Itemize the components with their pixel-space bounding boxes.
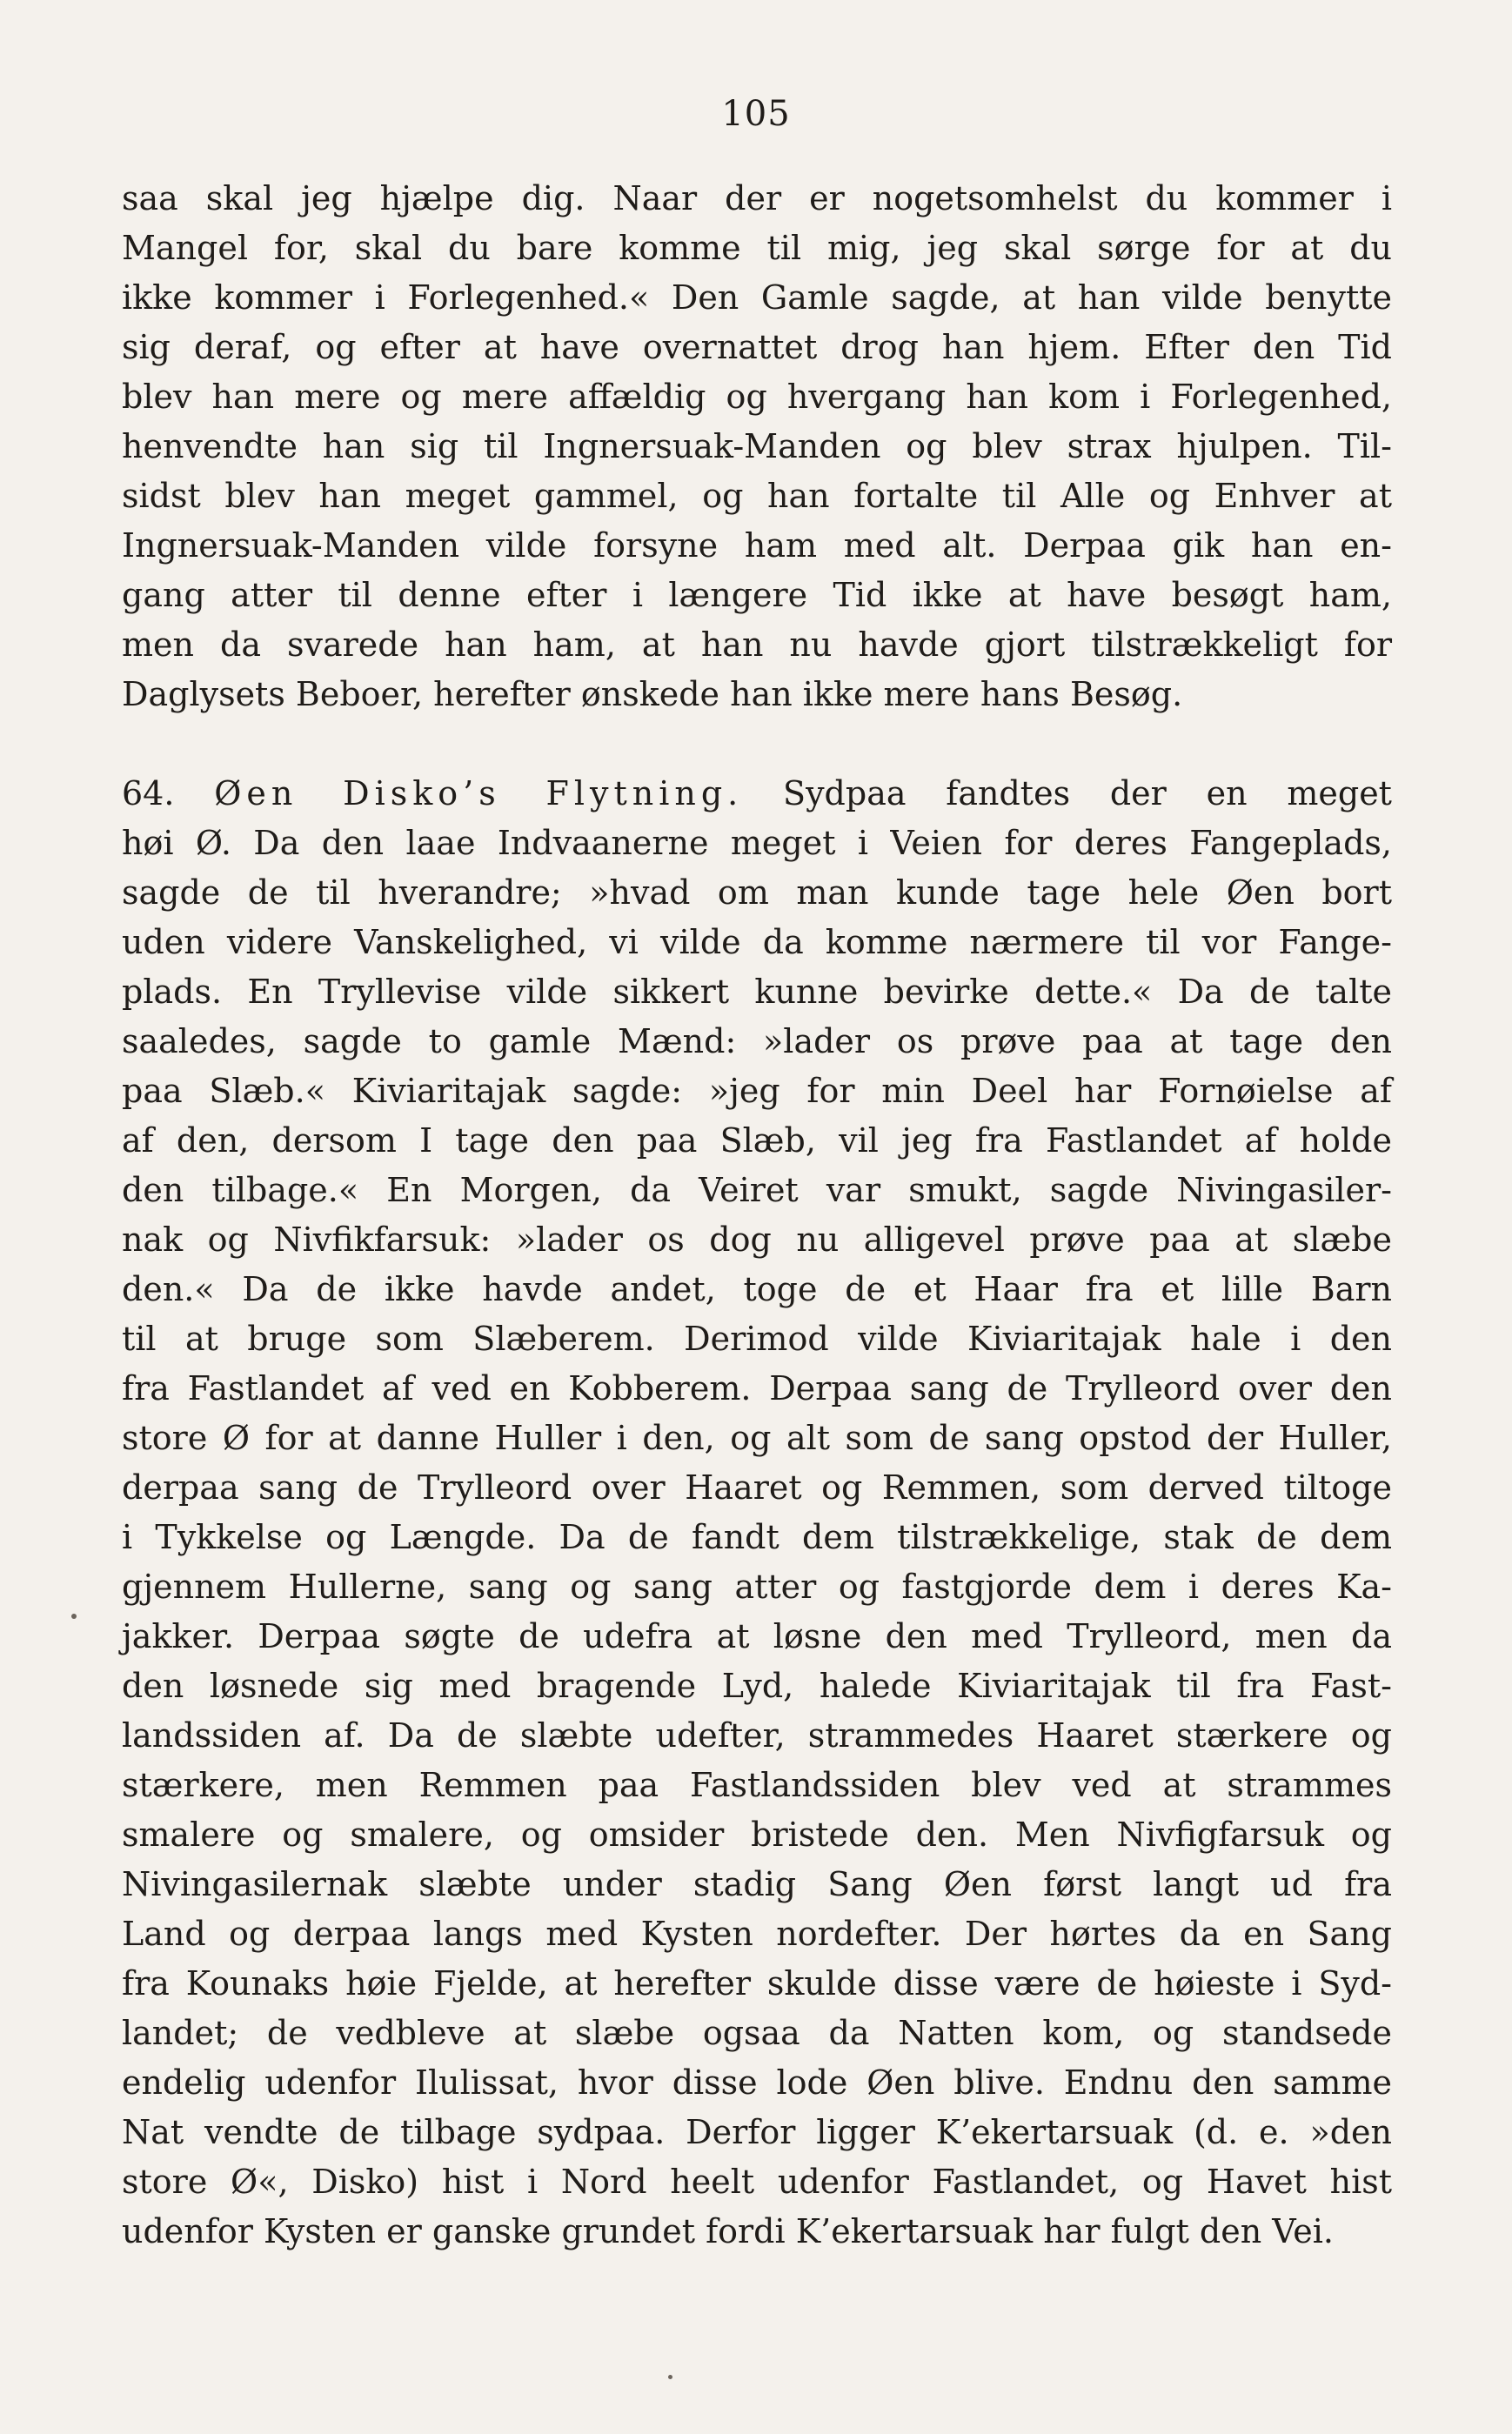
text-line: store Ø«, Disko) hist i Nord heelt udenfor Fastlandet, og Havet hist [122,2163,1392,2201]
text-line: af den, dersom I tage den paa Slæb, vil jeg fra Fastlandet af holde [122,1121,1392,1160]
story-64-paragraph [122,769,1392,2257]
text-line: blev han mere og mere affældig og hvergang han kom i Forlegenhed, [122,378,1392,416]
text-line: jakker. Derpaa søgte de udefra at løsne den med Trylleord, men da [122,1617,1392,1655]
paragraph-continuation [122,174,1392,719]
text-line: paa Slæb.« Kiviaritajak sagde: »jeg for min Deel har Fornøielse af [122,1072,1392,1110]
text-line: sig deraf, og efter at have overnattet drog han hjem. Efter den Tid [122,328,1392,366]
text-line: Land og derpaa langs med Kysten nordefter. Der hørtes da en Sang [122,1915,1392,1953]
text-line: den tilbage.« En Morgen, da Veiret var smukt, sagde Nivingasiler- [122,1171,1392,1209]
print-speck [71,1614,77,1619]
text-line: høi Ø. Da den laae Indvaanerne meget i Veien for deres Fangeplads, [122,824,1392,862]
text-line: gjennem Hullerne, sang og sang atter og fastgjorde dem i deres Ka- [122,1568,1392,1606]
text-line: landet; de vedbleve at slæbe ogsaa da Natten kom, og standsede [122,2014,1392,2052]
text-line: fra Fastlandet af ved en Kobberem. Derpaa sang de Trylleord over den [122,1369,1392,1408]
story-first-line-text: Sydpaa fandtes der en meget [783,774,1392,812]
text-line: store Ø for at danne Huller i den, og alt som de sang opstod der Huller, [122,1419,1392,1457]
text-line: gang atter til denne efter i længere Tid ikke at have besøgt ham, [122,576,1392,614]
text-line: endelig udenfor Ilulissat, hvor disse lode Øen blive. Endnu den samme [122,2063,1392,2102]
text-line: landssiden af. Da de slæbte udefter, strammedes Haaret stærkere og [122,1716,1392,1755]
text-line: stærkere, men Remmen paa Fastlandssiden blev ved at strammes [122,1766,1392,1804]
text-line: sidst blev han meget gammel, og han fortalte til Alle og Enhver at [122,477,1392,515]
print-speck [668,2375,672,2379]
text-line: i Tykkelse og Længde. Da de fandt dem tilstrækkelige, stak de dem [122,1518,1392,1556]
story-number: 64. [122,774,175,812]
text-line: Nivingasilernak slæbte under stadig Sang Øen først langt ud fra [122,1865,1392,1903]
text-line: derpaa sang de Trylleord over Haaret og Remmen, som derved tiltoge [122,1468,1392,1507]
story-body-lines [122,819,1392,2257]
story-heading-line [122,769,1392,819]
text-line: den løsnede sig med bragende Lyd, halede Kiviaritajak til fra Fast- [122,1667,1392,1705]
page-number: 105 [721,94,791,134]
text-line: Daglysets Beboer, herefter ønskede han ikke mere hans Besøg. [122,675,1183,713]
text-line: den.« Da de ikke havde andet, toge de et Haar fra et lille Barn [122,1270,1392,1308]
story-title: Øen Disko’s Flytning. [214,774,744,812]
text-line: saaledes, sagde to gamle Mænd: »lader os prøve paa at tage den [122,1022,1392,1060]
text-line: nak og Nivfikfarsuk: »lader os dog nu alligevel prøve paa at slæbe [122,1220,1392,1259]
text-line: Nat vendte de tilbage sydpaa. Derfor ligger K’ekertarsuak (d. e. »den [122,2113,1392,2151]
text-line: fra Kounaks høie Fjelde, at herefter skulde disse være de høieste i Syd- [122,1964,1392,2003]
text-line: ikke kommer i Forlegenhed.« Den Gamle sagde, at han vilde benytte [122,278,1392,317]
text-line: udenfor Kysten er ganske grundet fordi K’ekertarsuak har fulgt den Vei. [122,2212,1334,2250]
text-line: men da svarede han ham, at han nu havde gjort tilstrækkeligt for [122,625,1392,664]
text-line: plads. En Tryllevise vilde sikkert kunne bevirke dette.« Da de talte [122,973,1392,1011]
text-line: Mangel for, skal du bare komme til mig, jeg skal sørge for at du [122,229,1392,267]
text-line: smalere og smalere, og omsider bristede den. Men Nivfigfarsuk og [122,1815,1392,1854]
text-line: henvendte han sig til Ingnersuak-Manden og blev strax hjulpen. Til- [122,427,1392,465]
text-line: sagde de til hverandre; »hvad om man kunde tage hele Øen bort [122,873,1392,912]
text-line: til at bruge som Slæberem. Derimod vilde Kiviaritajak hale i den [122,1320,1392,1358]
text-line: saa skal jeg hjælpe dig. Naar der er nogetsomhelst du kommer i [122,179,1392,217]
text-line: Ingnersuak-Manden vilde forsyne ham med alt. Derpaa gik han en- [122,526,1392,565]
text-line: uden videre Vanskelighed, vi vilde da komme nærmere til vor Fange- [122,923,1392,961]
